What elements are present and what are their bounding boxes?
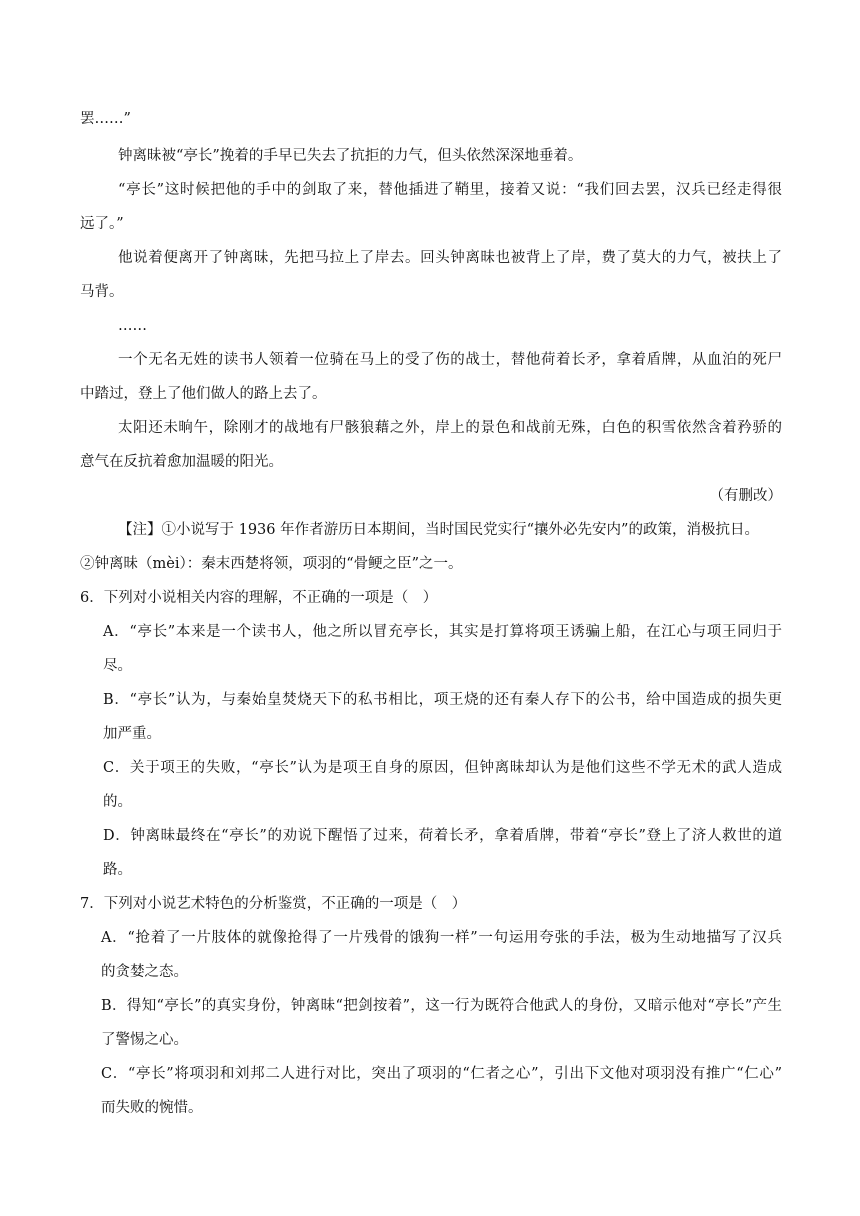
q6-option-c-cont: 的。 xyxy=(103,794,132,810)
q6-option-a-cont: 尽。 xyxy=(103,658,132,674)
q6-option-b-cont: 加严重。 xyxy=(103,726,161,742)
passage-line: 意气在反抗着愈加温暖的阳光。 xyxy=(80,454,283,470)
q6-option-d: D．钟离昧最终在“亭长”的劝说下醒悟了过来，荷着长矛，拿着盾牌，带着“亭长”登上了济人救世的道 xyxy=(103,828,782,844)
question-6-stem: 6．下列对小说相关内容的理解，不正确的一项是（ ） xyxy=(80,590,438,606)
source-note: （有删改） xyxy=(709,488,782,504)
passage-line: 中踏过，登上了他们做人的路上去了。 xyxy=(80,386,327,402)
passage-paragraph: 钟离昧被“亭长”挽着的手早已失去了抗拒的力气，但头依然深深地垂着。 xyxy=(118,148,583,164)
q7-option-c-cont: 而失败的惋惜。 xyxy=(101,1100,203,1116)
q7-option-a: A．“抢着了一片肢体的就像抢得了一片残骨的饿狗一样”一句运用夸张的手法，极为生动地描写了汉兵 xyxy=(101,930,782,946)
passage-line: 马背。 xyxy=(80,284,124,300)
passage-line: 一个无名无姓的读书人领着一位骑在马上的受了伤的战士，替他荷着长矛，拿着盾牌，从血泊的死尸 xyxy=(118,352,782,368)
q6-option-b: B．“亭长”认为，与秦始皇焚烧天下的私书相比，项王烧的还有秦人存下的公书，给中国造成的损失更 xyxy=(103,692,782,708)
passage-line: 太阳还未晌午，除刚才的战地有尸骸狼藉之外，岸上的景色和战前无殊，白色的积雪依然含着矜骄的 xyxy=(118,420,782,436)
q7-option-b: B．得知“亭长”的真实身份，钟离昧“把剑按着”，这一行为既符合他武人的身份，又暗示他对“亭长”产生 xyxy=(101,998,782,1014)
ellipsis-line: …… xyxy=(118,318,147,334)
annotation-line: ②钟离昧（mèi）：秦末西楚将领，项羽的“骨鲠之臣”之一。 xyxy=(80,556,463,572)
q6-option-c: C．关于项王的失败，“亭长”认为是项王自身的原因，但钟离昧却认为是他们这些不学无术的武人造成 xyxy=(103,760,782,776)
passage-line: 罢……” xyxy=(80,111,131,127)
question-7-stem: 7．下列对小说艺术特色的分析鉴赏，不正确的一项是（ ） xyxy=(80,896,467,912)
passage-line: 远了。” xyxy=(80,216,124,232)
q6-option-a: A．“亭长”本来是一个读书人，他之所以冒充亭长，其实是打算将项王诱骗上船，在江心与项王同归于 xyxy=(103,624,782,640)
passage-line: 他说着便离开了钟离昧，先把马拉上了岸去。回头钟离昧也被背上了岸，费了莫大的力气，被扶上了 xyxy=(118,250,782,266)
q7-option-b-cont: 了警惕之心。 xyxy=(101,1032,188,1048)
annotation-line: 【注】①小说写于 1936 年作者游历日本期间，当时国民党实行“攘外必先安内”的政策，消极抗日。 xyxy=(118,522,759,538)
q7-option-c: C．“亭长”将项羽和刘邦二人进行对比，突出了项羽的“仁者之心”，引出下文他对项羽没有推广“仁心” xyxy=(101,1066,782,1082)
q6-option-d-cont: 路。 xyxy=(103,862,132,878)
q7-option-a-cont: 的贪婪之态。 xyxy=(101,964,188,980)
passage-line: “亭长”这时候把他的手中的剑取了来，替他插进了鞘里，接着又说：“我们回去罢，汉兵已经走得很 xyxy=(118,182,782,198)
